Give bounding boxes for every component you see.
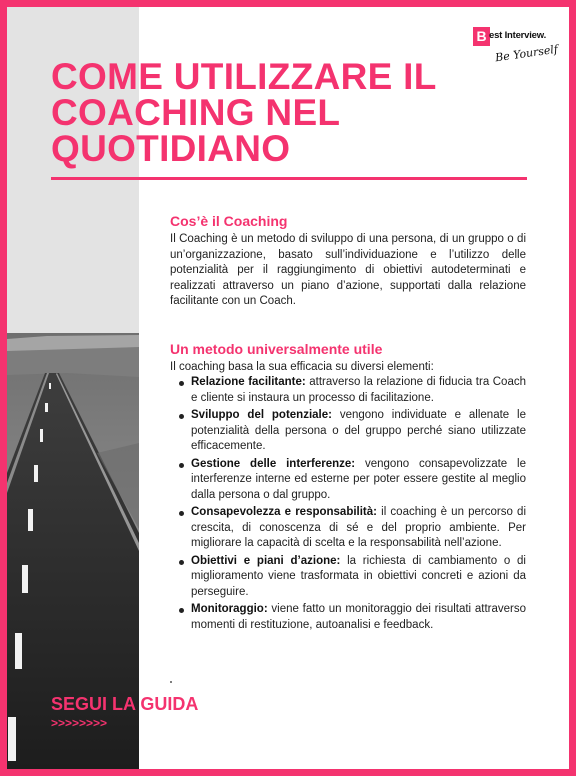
list-item-term: Relazione facilitante: (191, 376, 306, 388)
section-text-coaching: Il Coaching è un metodo di sviluppo di una persona, di un gruppo o di un’organizzazione, basato sull’individuazione e l’utilizzo delle potenzialità per il raggiungimento di obiettivi autodeterminati e realizzati attraverso un piano d’azione, supportati dalla relazione facilitante con un Coach. (170, 233, 526, 307)
page-title (51, 56, 471, 169)
list-item-term: Obiettivi e piani d’azione: (191, 554, 341, 567)
bullet-icon (179, 608, 184, 613)
list-item (170, 602, 526, 633)
title-line: COME UTILIZZARE IL (51, 56, 437, 97)
main-content (170, 212, 526, 635)
list-item-text: vengono consapevolizzate le interferenze interne ed esterne per poter essere gestite al meglio dalla persona o dal gruppo. (191, 457, 526, 501)
decorative-dot (170, 681, 172, 683)
elements-list (170, 375, 526, 633)
title-divider (51, 177, 527, 180)
list-item-text: vengono individuate e allenate le potenzialità della persona o del gruppo perché siano utilizzate efficacemente. (191, 409, 526, 452)
section-intro-metodo: Il coaching basa la sua efficacia su diversi elementi: (170, 360, 434, 373)
cta-arrows: >>>>>>>> (51, 716, 108, 730)
section-heading-metodo: Un metodo universalmente utile (170, 340, 383, 357)
bullet-icon (179, 381, 184, 386)
list-item (170, 375, 526, 406)
list-item-text: la richiesta di cambiamento o di miglioramento viene trasformata in obiettivi concreti e azioni da perseguire. (191, 554, 526, 598)
list-item (170, 554, 526, 601)
list-item-term: Sviluppo del potenziale: (191, 409, 332, 421)
list-item-text: attraverso la relazione di fiducia tra Coach e cliente si instaura un processo di facilitazione. (191, 376, 526, 404)
list-item-text: il coaching è un percorso di crescita, di conoscenza di sé e del proprio ambiente. Per migliorare la capacità di scelta e la responsabilità nell’azione. (191, 506, 526, 549)
list-item-text: viene fatto un monitoraggio dei risultati attraverso momenti di restituzione, autoanalisi e feedback. (191, 603, 526, 631)
section-spacer (170, 310, 526, 340)
list-item (170, 408, 526, 455)
title-line: QUOTIDIANO (51, 128, 291, 169)
brand-name: est Interview. (489, 30, 547, 41)
list-item (170, 457, 526, 504)
section-heading-coaching: Cos’è il Coaching (170, 213, 288, 229)
list-item-term: Monitoraggio: (191, 603, 268, 615)
list-item-term: Consapevolezza e responsabilità: (191, 506, 377, 518)
bullet-icon (179, 560, 184, 565)
brand-tagline: Be Yourself (494, 42, 559, 65)
bullet-icon (179, 414, 184, 419)
brand-logo (473, 27, 561, 73)
bullet-icon (179, 463, 184, 468)
title-line: COACHING NEL (51, 92, 341, 133)
cta-label[interactable]: SEGUI LA GUIDA (51, 694, 199, 714)
logo-b-icon: B (473, 27, 490, 46)
list-item-term: Gestione delle interferenze: (191, 457, 356, 470)
list-item (170, 505, 526, 552)
bullet-icon (179, 511, 184, 516)
